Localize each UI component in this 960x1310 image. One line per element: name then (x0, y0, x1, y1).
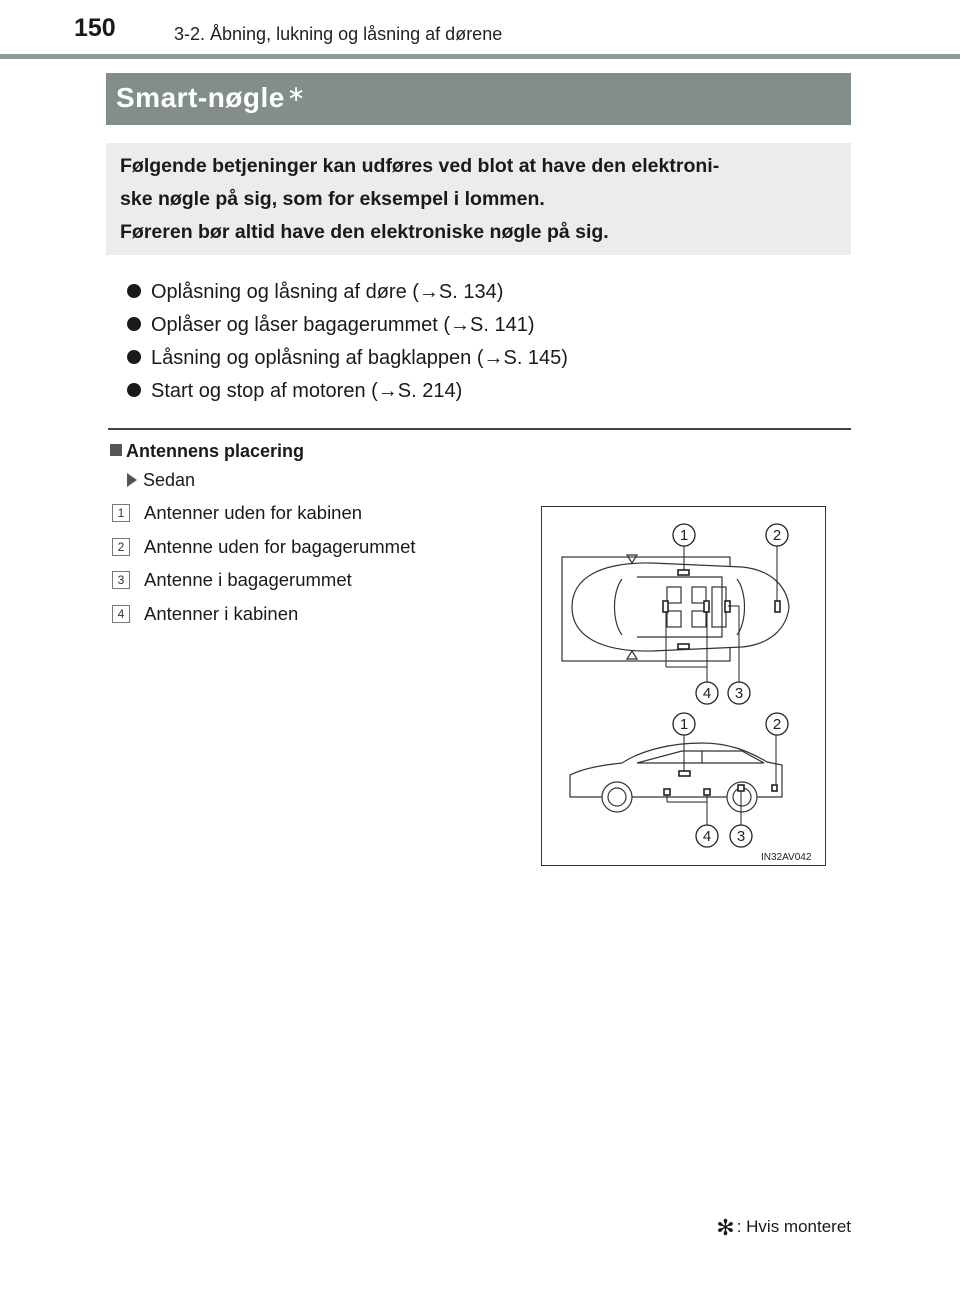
legend-text-2: Antenne uden for bagagerummet (144, 536, 416, 557)
legend-number-1: 1 (112, 504, 130, 522)
antenna-marker (772, 785, 777, 791)
car-top-body (572, 563, 789, 651)
subsection-heading (110, 441, 304, 462)
legend-text-1: Antenner uden for kabinen (144, 502, 363, 523)
variant-label (127, 470, 195, 491)
subsection-heading-text: Antennens placering (126, 441, 305, 461)
callout-3-side: 3 (736, 828, 746, 845)
bullet-icon (127, 350, 141, 364)
legend-number-3: 3 (112, 571, 130, 589)
section-divider (108, 428, 851, 430)
bullet-icon (127, 317, 141, 331)
page-number: 150 (74, 14, 116, 42)
antenna-marker (678, 570, 689, 575)
footnote-star: ✻ (716, 1215, 735, 1240)
callout-3-top: 3 (734, 685, 744, 702)
antenna-marker (664, 789, 670, 795)
page-title (116, 81, 306, 114)
mirror (627, 651, 637, 659)
footnote-text: : Hvis monteret (736, 1217, 851, 1236)
mirror (627, 555, 637, 563)
callout-4-top: 4 (702, 685, 712, 702)
intro-line: Føreren bør altid have den elektroniske nøgle på sig. (120, 221, 609, 243)
page-title-text: Smart-nøgle (116, 82, 285, 113)
bullet-item (127, 347, 568, 370)
section-heading: 3-2. Åbning, lukning og låsning af dørene (174, 24, 503, 44)
intro-line: Følgende betjeninger kan udføres ved blot at have den elektroni- (120, 155, 720, 177)
bullet-icon (127, 383, 141, 397)
antenna-diagram (542, 507, 825, 865)
legend-number-2: 2 (112, 538, 130, 556)
antenna-marker (738, 785, 744, 791)
title-star: ∗ (286, 81, 306, 106)
legend-text-3: Antenne i bagagerummet (144, 569, 352, 590)
bullet-icon (127, 284, 141, 298)
antenna-marker (775, 601, 780, 612)
antenna-marker (679, 771, 690, 776)
bullet-item (127, 281, 503, 304)
callout-2-top: 2 (772, 527, 782, 544)
bullet-text: Låsning og oplåsning af bagklappen (→S. 145) (151, 347, 568, 369)
bullet-text: Oplåser og låser bagagerummet (→S. 141) (151, 314, 535, 336)
bullet-item (127, 314, 535, 337)
figure-code: IN32AV042 (761, 852, 812, 863)
bullet-item (127, 380, 462, 403)
antenna-marker (678, 644, 689, 649)
callout-2-side: 2 (772, 716, 782, 733)
callout-4-side: 4 (702, 828, 712, 845)
callout-1-side: 1 (679, 716, 689, 733)
antenna-marker (704, 789, 710, 795)
bullet-text: Start og stop af motoren (→S. 214) (151, 380, 463, 402)
arrow-right-icon (127, 473, 137, 487)
intro-line: ske nøgle på sig, som for eksempel i lommen. (120, 188, 545, 210)
antenna-marker (663, 601, 668, 612)
bullet-text: Oplåsning og låsning af døre (→S. 134) (151, 281, 504, 303)
callout-1-top: 1 (679, 527, 689, 544)
antenna-figure (541, 506, 826, 866)
variant-text: Sedan (143, 470, 196, 490)
legend-number-4: 4 (112, 605, 130, 623)
title-bar (106, 73, 851, 125)
legend-text-4: Antenner i kabinen (144, 603, 299, 624)
wheel (602, 782, 632, 812)
antenna-marker (704, 601, 709, 612)
intro-box (106, 143, 851, 255)
header-divider (0, 54, 960, 59)
footnote (716, 1215, 851, 1241)
square-bullet-icon (110, 444, 122, 456)
